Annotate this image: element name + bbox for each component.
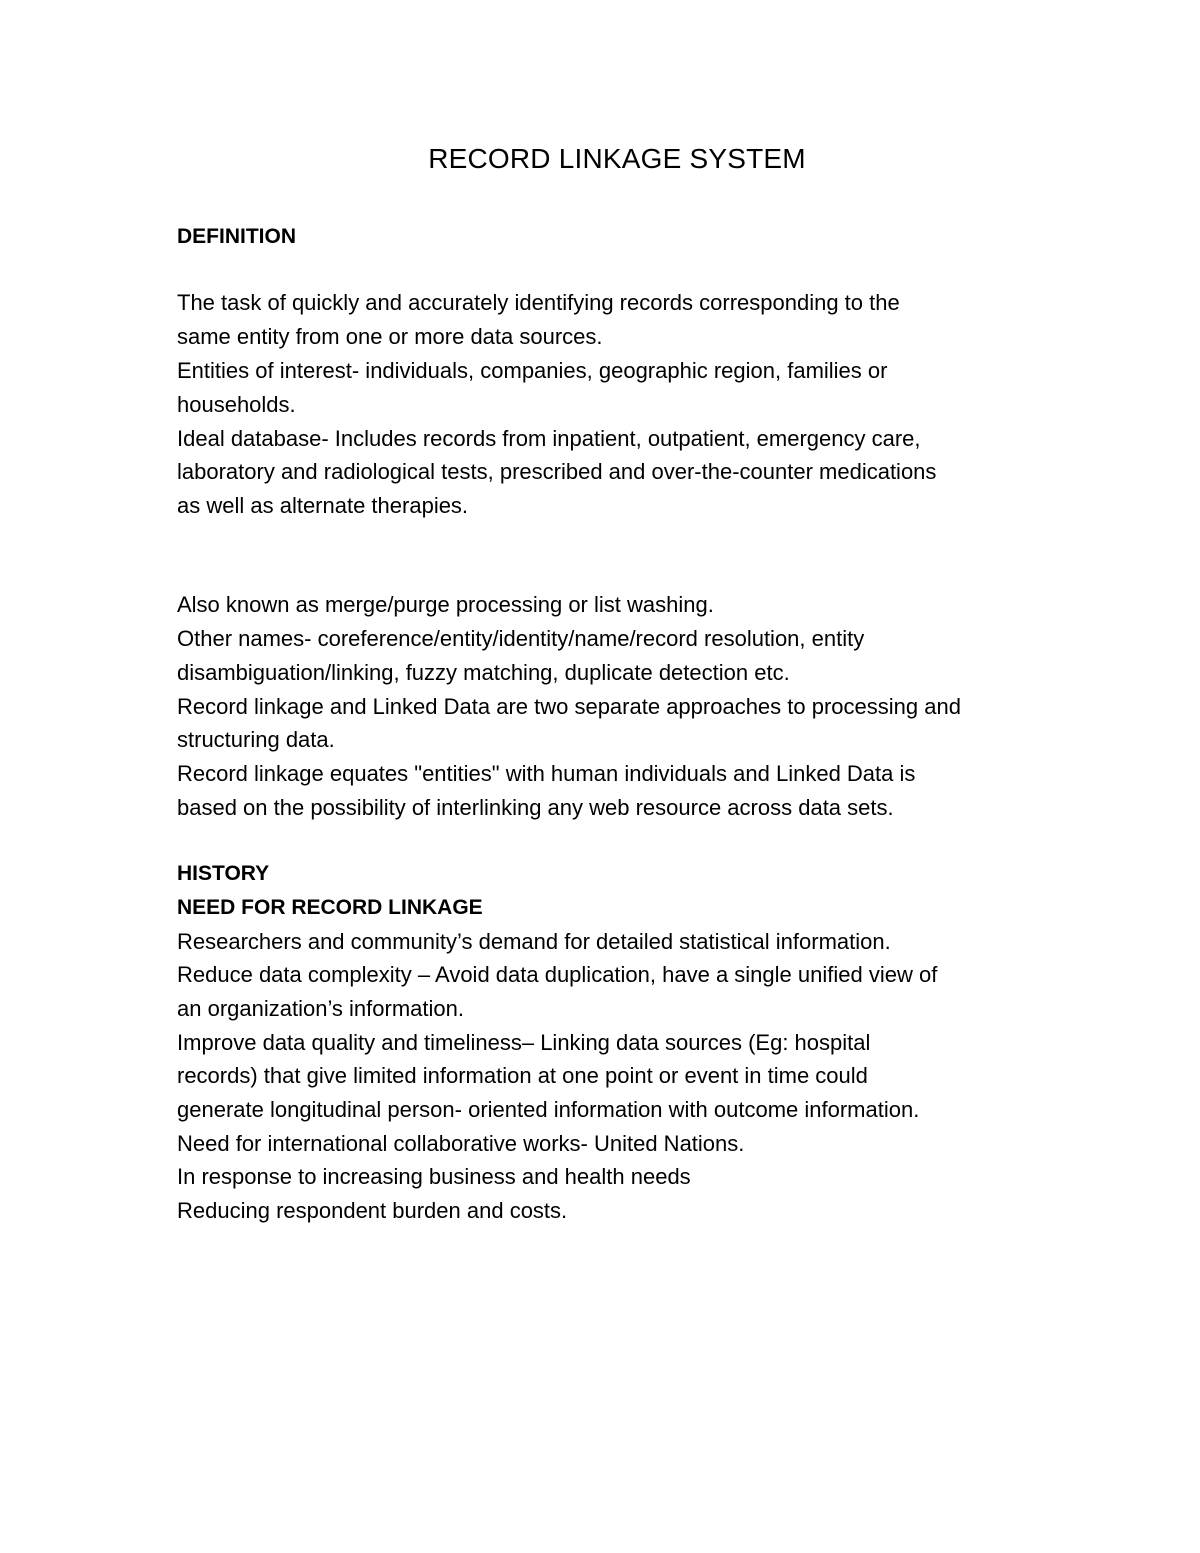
aka-line: Record linkage and Linked Data are two separate approaches to processing and	[177, 694, 961, 719]
need-line: records) that give limited information at one point or event in time could	[177, 1063, 868, 1088]
definition-line: Ideal database- Includes records from inpatient, outpatient, emergency care,	[177, 426, 921, 451]
aka-line: Record linkage equates "entities" with human individuals and Linked Data is	[177, 761, 916, 786]
need-heading: NEED FOR RECORD LINKAGE	[177, 896, 483, 919]
need-line: generate longitudinal person- oriented information with outcome information.	[177, 1097, 920, 1122]
need-line: an organization’s information.	[177, 996, 464, 1021]
definition-line: The task of quickly and accurately identifying records corresponding to the	[177, 290, 900, 315]
need-line: Reduce data complexity – Avoid data duplication, have a single unified view of	[177, 962, 938, 987]
definition-line: Entities of interest- individuals, companies, geographic region, families or	[177, 358, 888, 383]
aka-line: disambiguation/linking, fuzzy matching, duplicate detection etc.	[177, 660, 790, 685]
definition-heading: DEFINITION	[177, 225, 296, 248]
definition-line: same entity from one or more data sources.	[177, 324, 603, 349]
aka-line: structuring data.	[177, 727, 335, 752]
definition-line: laboratory and radiological tests, prescribed and over-the-counter medications	[177, 459, 937, 484]
aka-line: based on the possibility of interlinking any web resource across data sets.	[177, 795, 894, 820]
need-line: Improve data quality and timeliness– Linking data sources (Eg: hospital	[177, 1030, 871, 1055]
definition-line: as well as alternate therapies.	[177, 493, 469, 518]
need-line: Researchers and community’s demand for detailed statistical information.	[177, 929, 891, 954]
definition-line: households.	[177, 392, 296, 417]
document-title: RECORD LINKAGE SYSTEM	[428, 143, 806, 174]
aka-line: Other names- coreference/entity/identity/name/record resolution, entity	[177, 626, 865, 651]
need-line: Reducing respondent burden and costs.	[177, 1198, 568, 1223]
history-heading: HISTORY	[177, 862, 270, 885]
aka-line: Also known as merge/purge processing or list washing.	[177, 592, 714, 617]
need-line: Need for international collaborative works- United Nations.	[177, 1131, 745, 1156]
need-line: In response to increasing business and health needs	[177, 1164, 691, 1189]
